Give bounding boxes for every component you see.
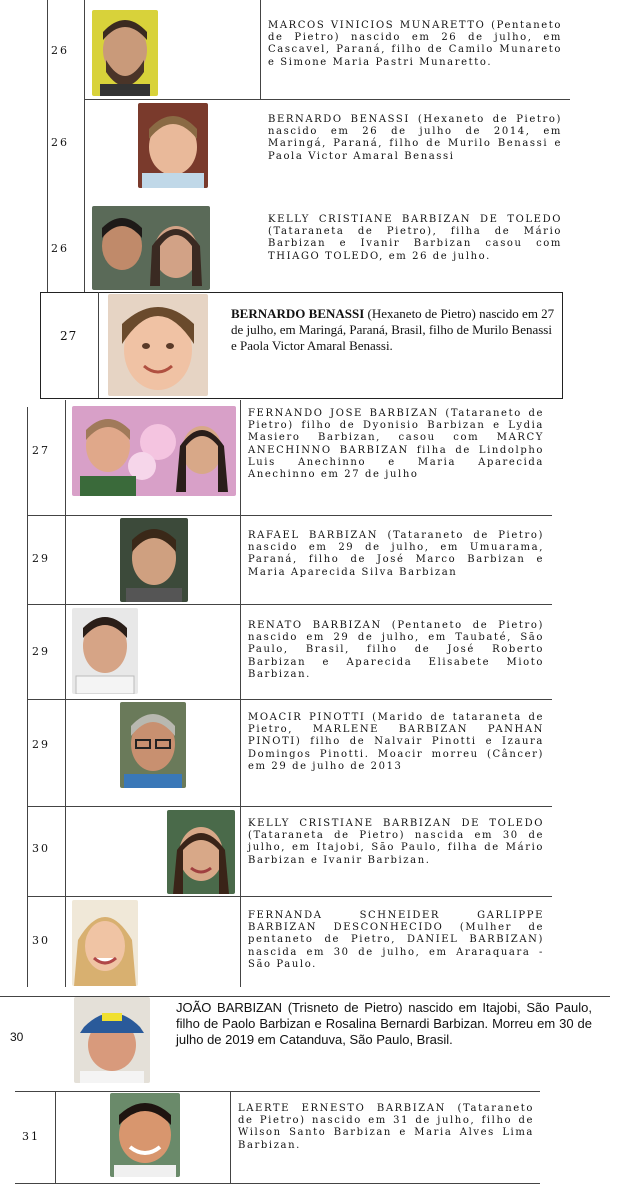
entry-text: LAERTE ERNESTO BARBIZAN (Tataraneto de Pietro) nascido em 31 de julho, filho de Wilson Santo Barbizan e Maria Alves Lima Barbizan. [238,1103,534,1151]
photo-smiling-boy [108,294,208,396]
entry-day: 26 [51,242,69,255]
photo-woman-smiling [167,810,235,894]
entry-day: 30 [10,1030,24,1044]
entry-text: RENATO BARBIZAN (Pentaneto de Pietro) nascido em 29 de julho, em Taubaté, São Paulo, Brasil, filho de José Roberto Barbizan e Aparecida Elisabete Mioto Barbizan. [248,620,544,680]
entry-text: JOÃO BARBIZAN (Trisneto de Pietro) nascido em Itajobi, São Paulo, filho de Paolo Barbizan e Rosalina Bernardi Barbizan. Morreu em 30 de julho de 2019 em Catanduva, São Paulo, Brasil. [176,1000,592,1047]
photo-older-man-cap [74,997,150,1083]
photo-man-shirt [72,608,138,694]
entry-text: BERNARDO BENASSI (Hexaneto de Pietro) nascido em 26 de julho de 2014, em Maringá, Paraná, filho de Murilo Benassi e Paola Victor Amaral Benassi [268,114,562,162]
entry-day: 29 [32,552,50,565]
entry-text [231,306,557,354]
entry-text: KELLY CRISTIANE BARBIZAN DE TOLEDO (Tataraneta de Pietro) nascida em 30 de julho, em Itajobi, São Paulo, filha de Mário Barbizan e Ivanir Barbizan. [248,818,544,866]
photo-young-man-beard [92,10,158,96]
entry-text: MOACIR PINOTTI (Marido de tataraneta de Pietro, MARLENE BARBIZAN PANHAN PINOTI) filho de Nalvair Pinotti e Izaura Domingos Pinotti. Moacir morreu (Câncer) em 29 de julho de 2013 [248,712,544,772]
entry-name: BERNARDO BENASSI [231,306,365,321]
entry-text: FERNANDO JOSE BARBIZAN (Tataraneto de Pietro) filho de Dyonisio Barbizan e Lydia Masiero Barbizan, casou com MARCY ANECHINNO BARBIZAN filha de Lindolpho Luis Anechinno e Maria Aparecida Anechinno em 27 de julho [248,408,544,481]
entry-text: RAFAEL BARBIZAN (Tataraneto de Pietro) nascido em 29 de julho, em Umuarama, Paraná, filho de José Marco Barbizan e Maria Aparecida Silva Barbizan [248,530,544,578]
entry-text: KELLY CRISTIANE BARBIZAN DE TOLEDO (Tataraneta de Pietro), filha de Mário Barbizan e Ivanir Barbizan casou com THIAGO TOLEDO, em 26 de julho. [268,214,562,262]
entry-day: 26 [51,136,69,149]
entry-text-rest: (Hexaneto de Pietro) nascido em 27 de julho, em Maringá, Paraná, Brasil, filho de Murilo Benassi e Paola Victor Amaral Benassi. [231,306,555,353]
entry-day: 30 [32,842,50,855]
photo-blonde-woman [72,900,138,986]
entry-day: 27 [60,329,78,343]
photo-smiling-man [110,1093,180,1177]
photo-older-man-glasses [120,702,186,788]
photo-couple [92,206,210,290]
entry-text: FERNANDA SCHNEIDER GARLIPPE BARBIZAN DESCONHECIDO (Mulher de pentaneto de Pietro, DANIEL BARBIZAN) nascida em 30 de julho, em Araraquara - São Paulo. [248,910,544,970]
entry-day: 31 [22,1130,40,1143]
entry-day: 27 [32,444,50,457]
photo-toddler-boy [138,103,208,188]
entry-day: 30 [32,934,50,947]
entry-day: 29 [32,645,50,658]
entry-day: 26 [51,44,69,57]
entry-text: MARCOS VINICIOS MUNARETTO (Pentaneto de Pietro) nascido em 26 de julho, em Cascavel, Paraná, filho de Camilo Munareto e Simone Maria Pastri Munaretto. [268,20,562,68]
photo-couple-balloons [72,406,236,496]
photo-man-short-hair [120,518,188,602]
entry-day: 29 [32,738,50,751]
